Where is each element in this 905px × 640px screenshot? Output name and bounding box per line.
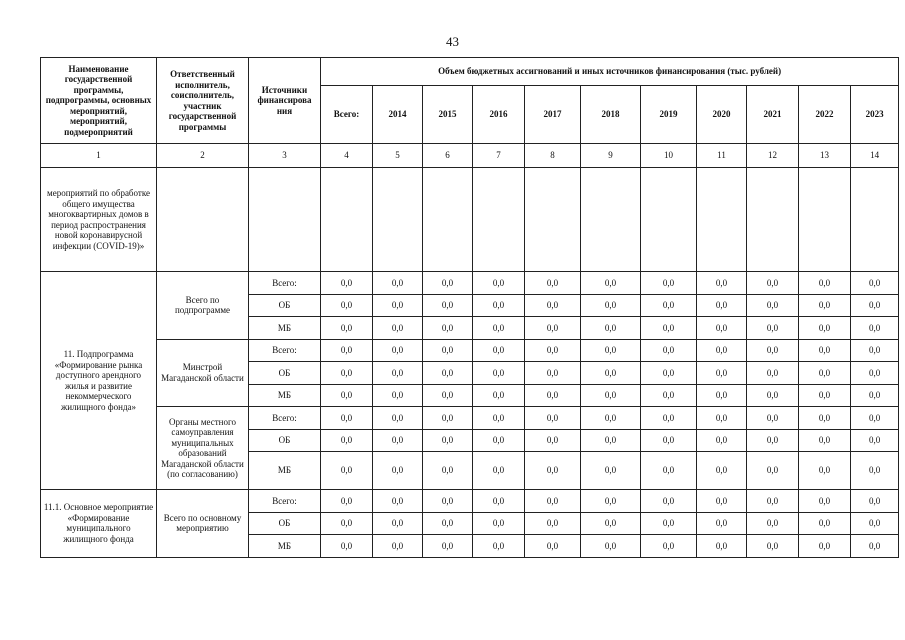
value-cell: 0,0 [373,317,423,340]
value-cell: 0,0 [799,294,851,317]
value-cell: 0,0 [373,272,423,295]
value-cell: 0,0 [473,384,525,407]
value-cell: 0,0 [799,535,851,558]
source-cell: ОБ [249,294,321,317]
column-number: 4 [321,144,373,168]
value-cell: 0,0 [747,512,799,535]
source-cell: Всего: [249,272,321,295]
value-cell: 0,0 [851,294,899,317]
value-cell: 0,0 [641,407,697,430]
column-number: 6 [423,144,473,168]
value-cell: 0,0 [525,535,581,558]
value-cell: 0,0 [851,429,899,452]
value-cell: 0,0 [581,272,641,295]
value-cell: 0,0 [747,317,799,340]
value-cell: 0,0 [851,512,899,535]
value-cell: 0,0 [581,452,641,490]
value-cell: 0,0 [373,490,423,513]
source-cell: МБ [249,535,321,558]
value-cell: 0,0 [581,407,641,430]
column-number: 13 [799,144,851,168]
value-cell: 0,0 [423,535,473,558]
value-cell: 0,0 [747,339,799,362]
value-cell: 0,0 [423,362,473,385]
value-cell: 0,0 [525,407,581,430]
value-cell: 0,0 [747,535,799,558]
header-executor: Ответственный исполнитель, соисполнитель, участник государственной программы [157,58,249,144]
value-cell: 0,0 [321,452,373,490]
value-cell: 0,0 [581,362,641,385]
value-cell: 0,0 [525,272,581,295]
value-cell: 0,0 [581,317,641,340]
value-cell: 0,0 [525,429,581,452]
value-cell: 0,0 [799,512,851,535]
value-cell: 0,0 [581,429,641,452]
value-cell: 0,0 [423,317,473,340]
value-cell: 0,0 [373,384,423,407]
value-cell: 0,0 [473,452,525,490]
source-cell: МБ [249,317,321,340]
table-row [41,339,899,362]
header-year: 2015 [423,86,473,144]
value-cell: 0,0 [581,512,641,535]
header-year: 2016 [473,86,525,144]
value-cell: 0,0 [799,384,851,407]
value-cell: 0,0 [423,339,473,362]
value-cell: 0,0 [581,339,641,362]
value-cell: 0,0 [525,452,581,490]
value-cell: 0,0 [799,272,851,295]
source-cell: Всего: [249,407,321,430]
header-year: 2023 [851,86,899,144]
header-sources: Источники финансирова ния [249,58,321,144]
column-number: 8 [525,144,581,168]
column-number: 14 [851,144,899,168]
table-row [41,407,899,430]
value-cell: 0,0 [423,429,473,452]
value-cell: 0,0 [423,490,473,513]
value-cell: 0,0 [373,429,423,452]
header-year: 2014 [373,86,423,144]
value-cell: 0,0 [423,452,473,490]
value-cell: 0,0 [799,407,851,430]
continuation-row [41,168,899,272]
value-cell: 0,0 [423,407,473,430]
value-cell: 0,0 [525,317,581,340]
executor-cell: Всего по подпрограмме [157,272,249,340]
value-cell: 0,0 [697,490,747,513]
value-cell: 0,0 [851,407,899,430]
value-cell: 0,0 [641,512,697,535]
value-cell: 0,0 [473,535,525,558]
value-cell: 0,0 [697,384,747,407]
header-volume: Объем бюджетных ассигнований и иных источников финансирования (тыс. рублей) [321,58,899,86]
executor-cell: Органы местного самоуправления муниципальных образований Магаданской области (по согласованию) [157,407,249,490]
value-cell: 0,0 [581,535,641,558]
value-cell: 0,0 [373,294,423,317]
value-cell: 0,0 [851,452,899,490]
value-cell: 0,0 [697,535,747,558]
value-cell: 0,0 [321,294,373,317]
value-cell: 0,0 [851,362,899,385]
value-cell: 0,0 [697,272,747,295]
value-cell: 0,0 [525,362,581,385]
value-cell: 0,0 [581,490,641,513]
column-number: 1 [41,144,157,168]
value-cell: 0,0 [747,407,799,430]
value-cell: 0,0 [747,384,799,407]
value-cell: 0,0 [525,490,581,513]
value-cell: 0,0 [473,429,525,452]
continuation-name: мероприятий по обработке общего имущества многоквартирных домов в период распространения новой коронавирусной инфекции (COVID-19)» [41,168,157,272]
value-cell: 0,0 [321,362,373,385]
value-cell: 0,0 [525,512,581,535]
value-cell: 0,0 [423,272,473,295]
column-number: 12 [747,144,799,168]
value-cell: 0,0 [321,429,373,452]
value-cell: 0,0 [697,362,747,385]
table-row [41,272,899,295]
value-cell: 0,0 [473,407,525,430]
budget-table [40,57,899,558]
column-number: 11 [697,144,747,168]
value-cell: 0,0 [641,535,697,558]
value-cell: 0,0 [747,294,799,317]
value-cell: 0,0 [747,490,799,513]
value-cell: 0,0 [373,339,423,362]
value-cell: 0,0 [747,362,799,385]
value-cell: 0,0 [697,339,747,362]
value-cell: 0,0 [799,429,851,452]
value-cell: 0,0 [373,407,423,430]
source-cell: ОБ [249,429,321,452]
value-cell: 0,0 [747,429,799,452]
column-number: 2 [157,144,249,168]
value-cell: 0,0 [321,272,373,295]
column-number: 3 [249,144,321,168]
value-cell: 0,0 [423,294,473,317]
header-total: Всего: [321,86,373,144]
value-cell: 0,0 [373,452,423,490]
value-cell: 0,0 [641,429,697,452]
value-cell: 0,0 [747,272,799,295]
value-cell: 0,0 [641,362,697,385]
source-cell: ОБ [249,362,321,385]
value-cell: 0,0 [697,294,747,317]
value-cell: 0,0 [581,294,641,317]
value-cell: 0,0 [423,384,473,407]
header-year: 2017 [525,86,581,144]
value-cell: 0,0 [581,384,641,407]
executor-cell: Минстрой Магаданской области [157,339,249,407]
value-cell: 0,0 [851,490,899,513]
page-number: 43 [446,34,459,49]
section-name: 11. Подпрограмма «Формирование рынка доступного арендного жилья и развитие некоммерческого жилищного фонда» [41,272,157,490]
column-number: 10 [641,144,697,168]
value-cell: 0,0 [473,272,525,295]
value-cell: 0,0 [641,317,697,340]
value-cell: 0,0 [321,407,373,430]
header-year: 2018 [581,86,641,144]
value-cell: 0,0 [799,317,851,340]
source-cell: МБ [249,452,321,490]
value-cell: 0,0 [473,317,525,340]
value-cell: 0,0 [697,452,747,490]
section-name: 11.1. Основное мероприятие «Формирование муниципального жилищного фонда [41,490,157,558]
value-cell: 0,0 [851,535,899,558]
header-year: 2022 [799,86,851,144]
header-year: 2020 [697,86,747,144]
value-cell: 0,0 [321,512,373,535]
value-cell: 0,0 [799,452,851,490]
value-cell: 0,0 [373,362,423,385]
value-cell: 0,0 [747,452,799,490]
column-numbers-row [41,144,899,168]
value-cell: 0,0 [641,490,697,513]
value-cell: 0,0 [799,362,851,385]
value-cell: 0,0 [473,490,525,513]
value-cell: 0,0 [641,384,697,407]
value-cell: 0,0 [697,407,747,430]
table-row [41,490,899,513]
column-number: 5 [373,144,423,168]
value-cell: 0,0 [697,317,747,340]
source-cell: Всего: [249,490,321,513]
value-cell: 0,0 [373,512,423,535]
source-cell: МБ [249,384,321,407]
value-cell: 0,0 [373,535,423,558]
source-cell: Всего: [249,339,321,362]
header-year: 2019 [641,86,697,144]
column-number: 7 [473,144,525,168]
value-cell: 0,0 [851,384,899,407]
value-cell: 0,0 [799,490,851,513]
value-cell: 0,0 [851,317,899,340]
value-cell: 0,0 [525,384,581,407]
value-cell: 0,0 [525,294,581,317]
value-cell: 0,0 [799,339,851,362]
header-year: 2021 [747,86,799,144]
value-cell: 0,0 [641,452,697,490]
value-cell: 0,0 [851,272,899,295]
value-cell: 0,0 [525,339,581,362]
value-cell: 0,0 [321,384,373,407]
value-cell: 0,0 [473,512,525,535]
value-cell: 0,0 [641,339,697,362]
value-cell: 0,0 [697,429,747,452]
value-cell: 0,0 [851,339,899,362]
value-cell: 0,0 [321,317,373,340]
value-cell: 0,0 [697,512,747,535]
value-cell: 0,0 [321,535,373,558]
value-cell: 0,0 [473,339,525,362]
executor-cell: Всего по основному мероприятию [157,490,249,558]
value-cell: 0,0 [321,339,373,362]
value-cell: 0,0 [423,512,473,535]
column-number: 9 [581,144,641,168]
value-cell: 0,0 [321,490,373,513]
value-cell: 0,0 [473,362,525,385]
value-cell: 0,0 [641,272,697,295]
value-cell: 0,0 [641,294,697,317]
header-name: Наименование государственной программы, подпрограммы, основных мероприятий, мероприятий, подмероприятий [41,58,157,144]
source-cell: ОБ [249,512,321,535]
value-cell: 0,0 [473,294,525,317]
